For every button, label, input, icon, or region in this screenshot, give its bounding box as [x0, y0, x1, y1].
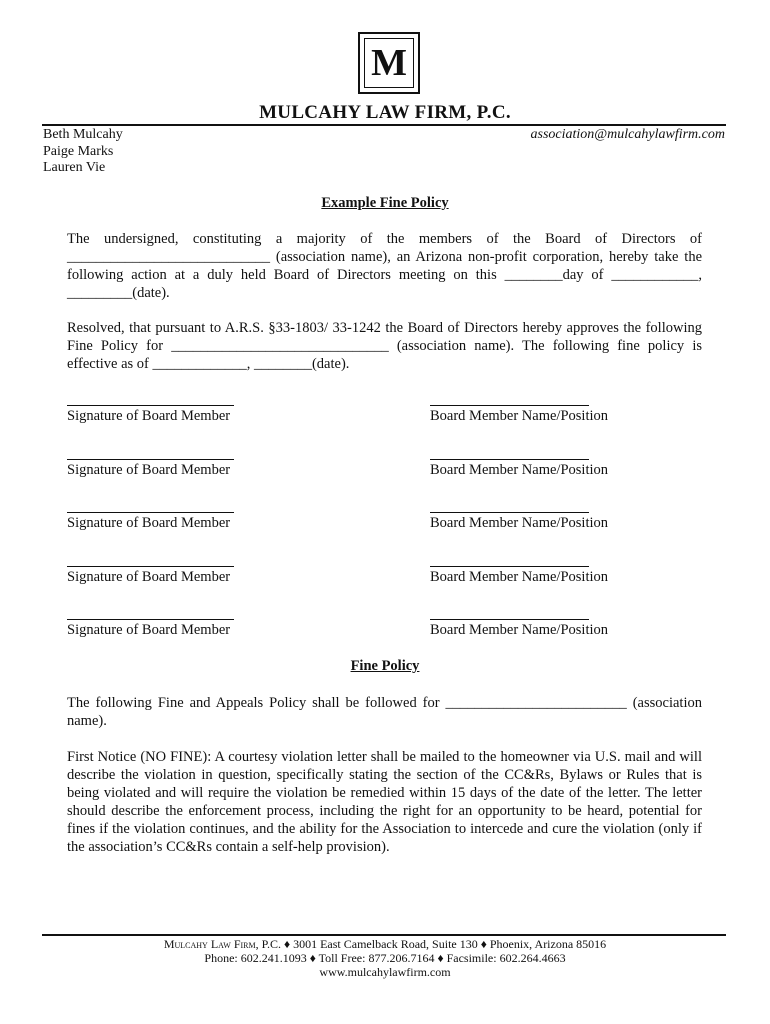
- name-position-label: Board Member Name/Position: [430, 462, 609, 478]
- name-position-line[interactable]: [430, 512, 589, 513]
- footer-divider: [42, 934, 726, 936]
- attorney-name: Beth Mulcahy: [43, 127, 123, 142]
- signature-line[interactable]: [67, 619, 234, 620]
- contact-email[interactable]: association@mulcahylawfirm.com: [530, 127, 725, 142]
- attorney-name: Paige Marks: [43, 143, 114, 159]
- signature-line[interactable]: [67, 405, 234, 406]
- name-position-line[interactable]: [430, 459, 589, 460]
- name-position-line[interactable]: [430, 566, 589, 567]
- name-position-line[interactable]: [430, 405, 589, 406]
- signature-label: Signature of Board Member: [67, 408, 231, 424]
- name-position-line[interactable]: [430, 619, 589, 620]
- resolved-paragraph: Resolved, that pursuant to A.R.S. §33-1803/ 33-1242 the Board of Directors hereby approves the following Fine Policy for ______________________________ (association name). The following fine policy is effective as of _____________, ________(date).: [67, 320, 702, 372]
- signature-label: Signature of Board Member: [67, 462, 231, 478]
- signature-line[interactable]: [67, 459, 234, 460]
- name-position-label: Board Member Name/Position: [430, 515, 609, 531]
- attorney-name: Lauren Vie: [43, 160, 106, 175]
- name-position-label: Board Member Name/Position: [430, 408, 609, 424]
- logo-letter: M: [364, 38, 414, 88]
- first-notice-paragraph: First Notice (NO FINE): A courtesy violation letter shall be mailed to the homeowner via U.S. mail and will describe the violation in question, specifically stating the section of the CC&Rs, Bylaws or Rules that is being violated and will require the violation be remedied within 15 days of the date of the letter. The letter should describe the enforcement process, including the right for an opportunity to be heard, potential for fines if the violation continues, and the ability for the Association to intercede and cure the violation (only if the association’s CC&Rs contain a self-help provision).: [67, 749, 702, 855]
- signature-line[interactable]: [67, 566, 234, 567]
- name-position-label: Board Member Name/Position: [430, 569, 609, 585]
- document-title: Example Fine Policy: [321, 195, 449, 211]
- firm-logo: [358, 32, 420, 94]
- intro-paragraph: The undersigned, constituting a majority of the members of the Board of Directors of ____________________________ (association name), an Arizona non-profit corporation, hereby take the following action at a duly held Board of Directors meeting on this ________day of ____________, _________(date).: [67, 231, 702, 301]
- footer-firm-name: Mulcahy Law Firm, P.C.: [163, 937, 281, 951]
- signature-line[interactable]: [67, 512, 234, 513]
- footer-address: ♦ 3001 East Camelback Road, Suite 130 ♦ Phoenix, Arizona 85016: [280, 937, 607, 951]
- signature-label: Signature of Board Member: [67, 622, 231, 638]
- fine-policy-title: Fine Policy: [350, 658, 420, 674]
- attorney-list: [43, 127, 123, 177]
- signature-label: Signature of Board Member: [67, 515, 231, 531]
- footer-phone-line: Phone: 602.241.1093 ♦ Toll Free: 877.206.7164 ♦ Facsimile: 602.264.4663: [204, 951, 566, 965]
- firm-name: MULCAHY LAW FIRM, P.C.: [259, 102, 511, 123]
- name-position-label: Board Member Name/Position: [430, 622, 609, 638]
- footer-website[interactable]: www.mulcahylawfirm.com: [319, 965, 451, 979]
- fine-policy-intro: The following Fine and Appeals Policy shall be followed for _________________________ (association name).: [67, 695, 702, 729]
- footer-address-line: [0, 937, 770, 951]
- signature-label: Signature of Board Member: [67, 569, 231, 585]
- header-divider: [42, 124, 726, 126]
